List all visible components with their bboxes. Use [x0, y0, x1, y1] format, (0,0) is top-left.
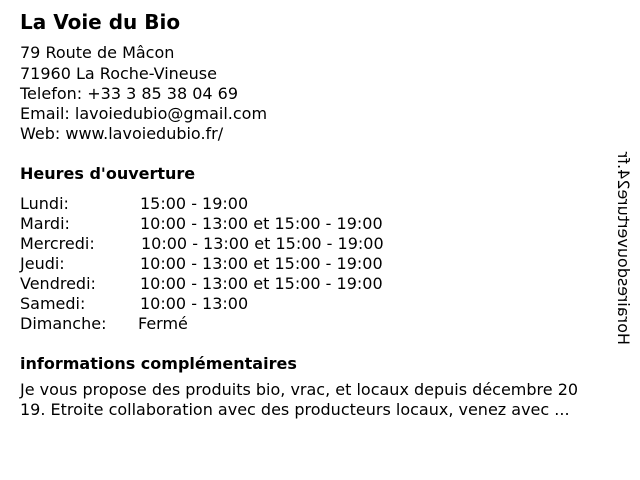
- day-label: Mardi:: [20, 214, 70, 233]
- info-heading: informations complémentaires: [20, 354, 297, 373]
- info-line-2: 19. Etroite collaboration avec des producteurs locaux, venez avec ...: [20, 400, 570, 419]
- day-label: Lundi:: [20, 194, 69, 213]
- address-line-2: 71960 La Roche-Vineuse: [20, 64, 217, 83]
- day-label: Dimanche:: [20, 314, 107, 333]
- address-line-1: 79 Route de Mâcon: [20, 43, 175, 62]
- time-value: 10:00 - 13:00: [140, 294, 249, 313]
- business-name: La Voie du Bio: [20, 10, 181, 34]
- time-value: 10:00 - 13:00 et 15:00 - 19:00: [140, 274, 383, 293]
- hours-heading: Heures d'ouverture: [20, 164, 196, 183]
- time-value: 10:00 - 13:00 et 15:00 - 19:00: [140, 254, 383, 273]
- phone-line: Telefon: +33 3 85 38 04 69: [20, 84, 239, 103]
- day-label: Vendredi:: [20, 274, 96, 293]
- day-label: Jeudi:: [20, 254, 65, 273]
- source-watermark: Horairesdouverture24.fr: [614, 151, 633, 345]
- info-description: [20, 380, 632, 420]
- time-value: 10:00 - 13:00 et 15:00 - 19:00: [141, 234, 384, 253]
- time-value: Fermé: [138, 314, 188, 333]
- website-line[interactable]: Web: www.lavoiedubio.fr/: [20, 124, 224, 143]
- day-label: Mercredi:: [20, 234, 95, 253]
- time-value: 10:00 - 13:00 et 15:00 - 19:00: [140, 214, 383, 233]
- email-line[interactable]: Email: lavoiedubio@gmail.com: [20, 104, 268, 123]
- day-label: Samedi:: [20, 294, 86, 313]
- time-value: 15:00 - 19:00: [140, 194, 249, 213]
- info-line-1: Je vous propose des produits bio, vrac, et locaux depuis décembre 20: [20, 380, 579, 399]
